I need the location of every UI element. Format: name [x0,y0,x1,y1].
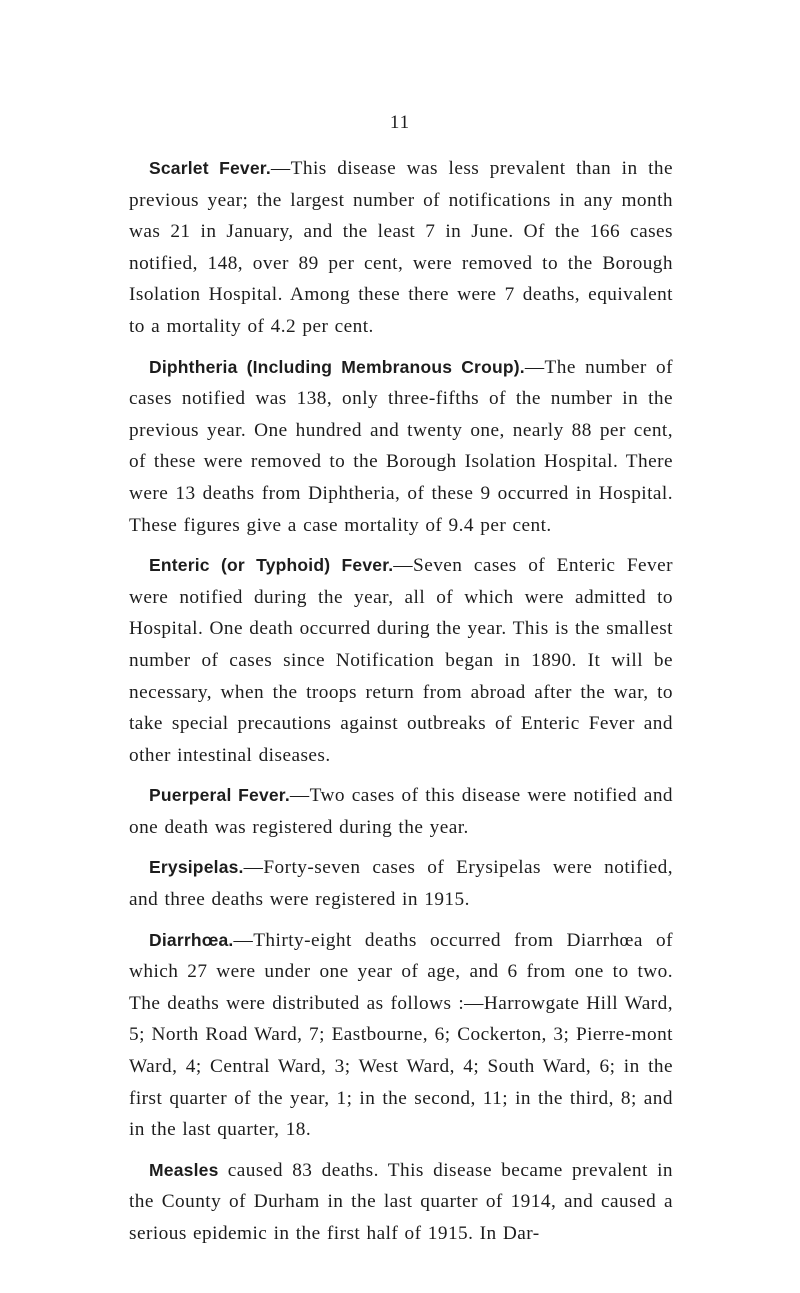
heading-puerperal-fever: Puerperal Fever. [149,785,290,806]
paragraph-measles [129,1155,673,1250]
heading-scarlet-fever: Scarlet Fever. [149,158,271,178]
paragraph-diarrhoea [129,925,673,1146]
text-enteric-fever: —Seven cases of Enteric Fever were notified during the year, all of which were admitted to Hospital. One death occurred during the year. This is the smallest number of cases since Notification began in 1890. It will be necessary, when the troops return from abroad after the war, to take special precautions against outbreaks of Enteric Fever and other intestinal diseases. [129,555,673,766]
text-measles: caused 83 deaths. This disease became prevalent in the County of Durham in the last quarter of 1914, and caused a serious epidemic in the first half of 1915. In Dar- [129,1159,673,1244]
text-erysipelas: —Forty-seven cases of Erysipelas were notified, and three deaths were registered in 1915. [129,857,673,911]
heading-diarrhoea: Diarrhœa. [149,929,234,950]
paragraph-enteric-fever [129,550,673,771]
text-diphtheria: —The number of cases notified was 138, only three-fifths of the number in the previous year. One hundred and twenty one, nearly 88 per cent, of these were removed to the Borough Isolation Hospital. There were 13 deaths from Diphtheria, of these 9 occurred in Hospital. These figures give a case mortality of 9.4 per cent. [129,356,673,536]
heading-diphtheria: Diphtheria (Including Membranous Croup). [149,356,525,377]
paragraph-scarlet-fever [129,153,673,343]
paragraph-erysipelas [129,852,673,915]
heading-erysipelas: Erysipelas. [149,857,244,878]
paragraph-puerperal-fever [129,780,673,843]
paragraph-diphtheria [129,352,673,542]
page-number: 11 [389,112,411,133]
heading-enteric-fever: Enteric (or Typhoid) Fever. [149,555,394,576]
text-scarlet-fever: —This disease was less prevalent than in the previous year; the largest number of notifications in any month was 21 in January, and the least 7 in June. Of the 166 cases notified, 148, over 89 per cent, were removed to the Borough Isolation Hospital. Among these there were 7 deaths, equivalent to a mortality of 4.2 per cent. [129,158,673,337]
heading-measles: Measles [149,1159,219,1180]
text-puerperal-fever: —Two cases of this disease were notified and one death was registered during the year. [129,785,673,838]
text-diarrhoea: —Thirty-eight deaths occurred from Diarrhœa of which 27 were under one year of age, and 6 from one to two. The deaths were distributed as follows :—Harrowgate Hill Ward, 5; North Road Ward, 7; Eastbourne, 6; Cockerton, 3; Pierre-mont Ward, 4; Central Ward, 3; West Ward, 4; South Ward, 6; in the first quarter of the year, 1; in the second, 11; in the third, 8; and in the last quarter, 18. [129,929,673,1141]
report-body [129,153,673,1259]
